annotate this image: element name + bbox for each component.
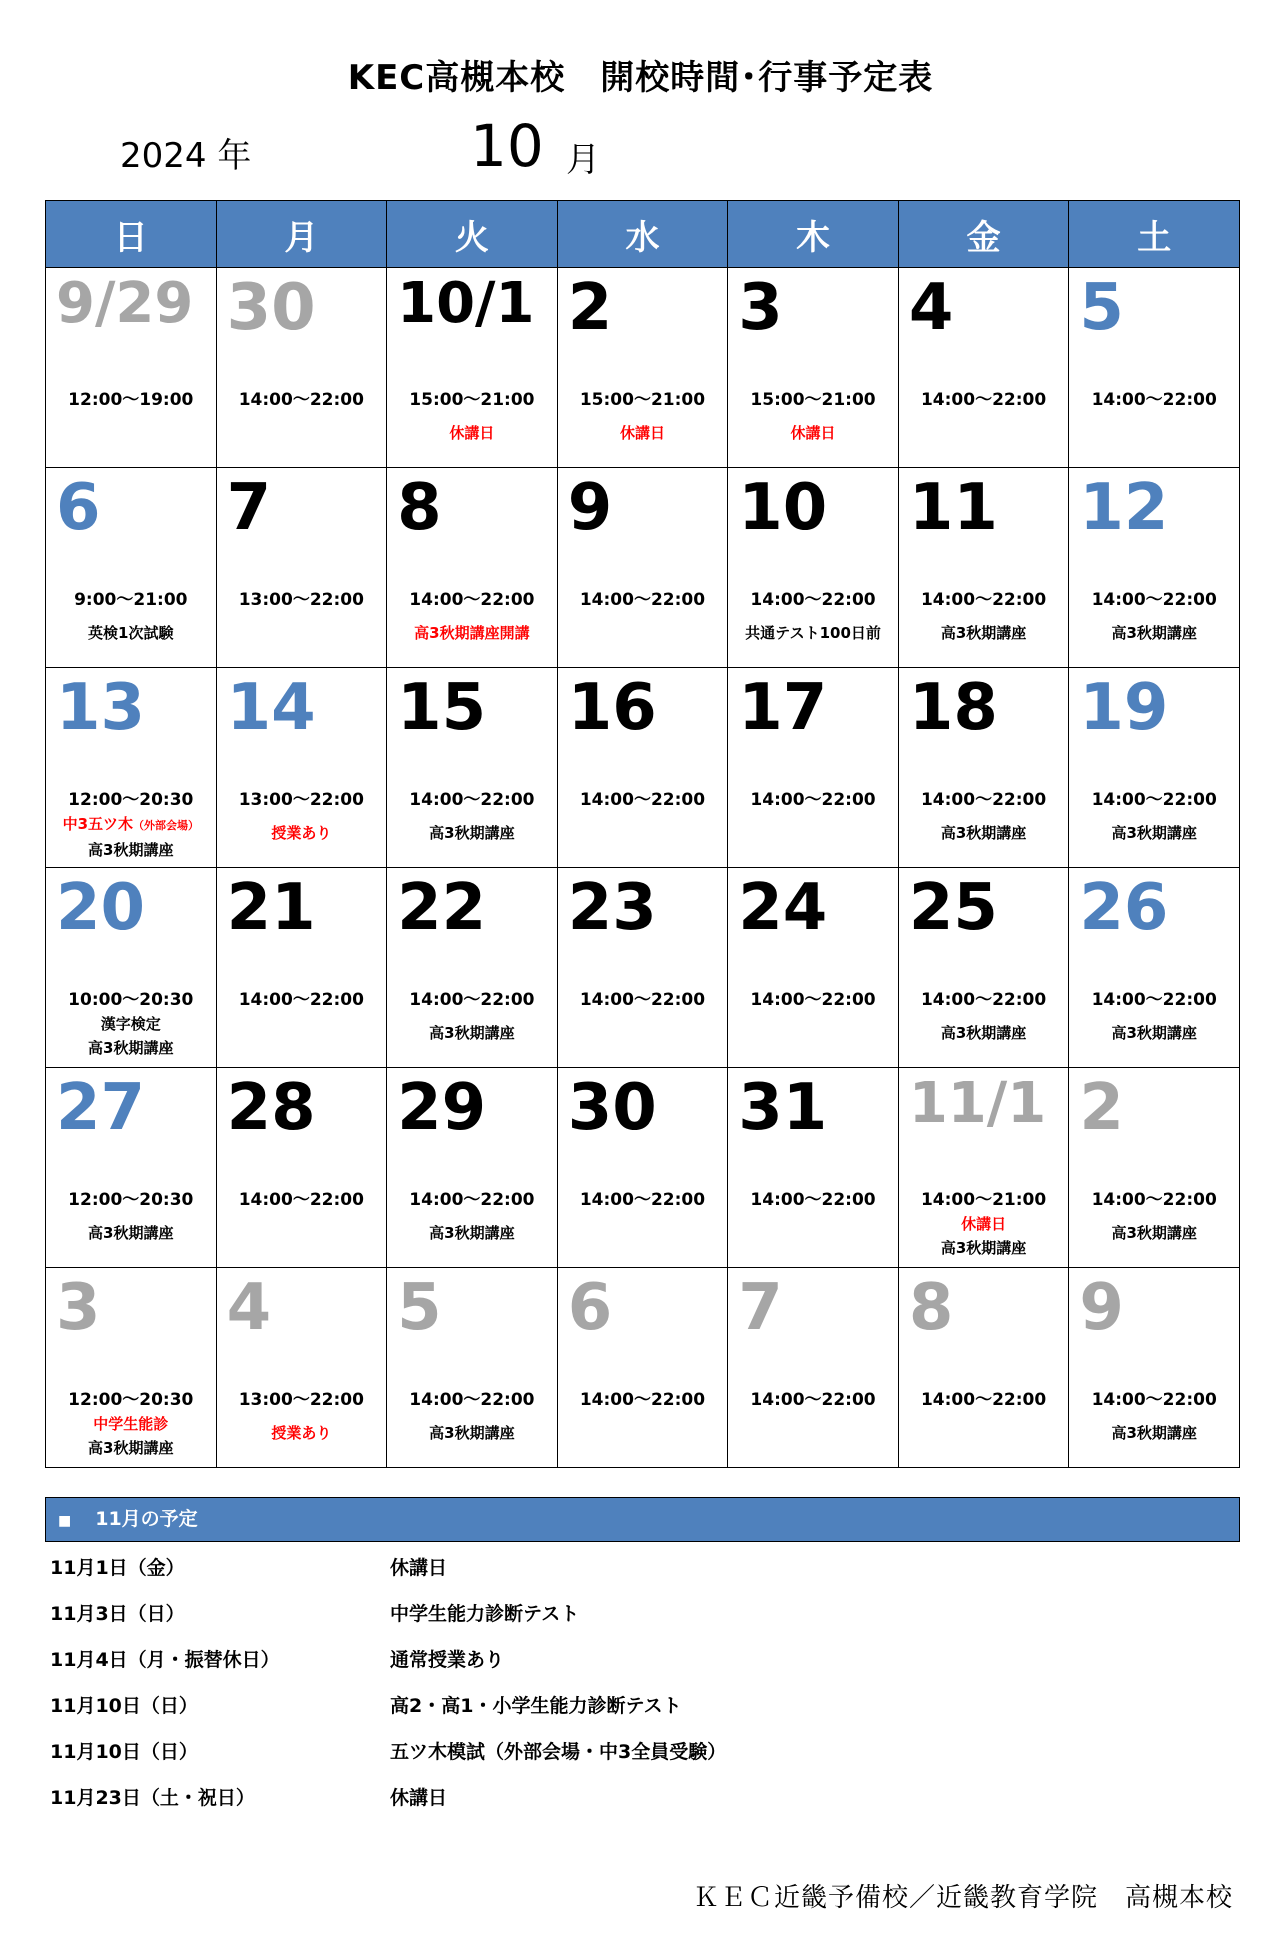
opening-hours: 14:00～22:00: [579, 1190, 706, 1210]
day-cell: [898, 868, 1069, 1068]
cell-notes: [899, 820, 1069, 846]
day-number: 12: [1079, 471, 1169, 545]
day-cell: [898, 268, 1069, 468]
day-number: 20: [56, 871, 146, 945]
week-row: [46, 268, 1240, 468]
event-note: [899, 1212, 1069, 1236]
opening-hours: 14:00～21:00: [920, 1190, 1047, 1210]
opening-hours: 12:00～20:30: [68, 1190, 194, 1210]
opening-hours: 15:00～21:00: [579, 390, 706, 410]
opening-hours: 12:00～19:00: [68, 390, 194, 410]
footer-school-name: ＫＥＣ近畿予備校／近畿教育学院 高槻本校: [692, 1883, 1233, 1913]
opening-hours: 14:00～22:00: [750, 590, 876, 610]
opening-hours: 14:00～22:00: [579, 590, 706, 610]
event-note: [46, 812, 216, 838]
event-note-text: 高3秋期講座: [1111, 624, 1197, 642]
week-row: [46, 868, 1240, 1068]
day-number: 2: [1079, 1071, 1124, 1145]
day-number: 19: [1079, 671, 1169, 745]
cell-notes: [387, 1220, 557, 1246]
day-number: 4: [226, 1271, 272, 1345]
event-note-text: 中3五ツ木: [62, 815, 133, 833]
day-number: 5: [1079, 271, 1124, 345]
november-schedule-title: 11月の予定: [95, 1508, 198, 1530]
day-cell: [898, 468, 1069, 668]
day-number: 30: [567, 1071, 657, 1145]
day-cell: [387, 868, 558, 1068]
day-cell: [387, 1068, 558, 1268]
cell-notes: [728, 620, 898, 646]
opening-hours: 14:00～22:00: [238, 390, 364, 410]
day-number: 21: [226, 871, 316, 945]
schedule-event: 休講日: [390, 1787, 448, 1809]
schedule-row: [50, 1691, 1240, 1737]
schedule-row: [50, 1599, 1240, 1645]
week-row: [46, 1068, 1240, 1268]
cell-notes: [558, 420, 728, 446]
cell-notes: [387, 420, 557, 446]
event-note-text: 高3秋期講座: [1111, 1424, 1197, 1442]
schedule-event: 中学生能力診断テスト: [390, 1603, 580, 1625]
cell-notes: [387, 620, 557, 646]
day-cell: [1069, 1068, 1240, 1268]
day-number: 7: [226, 471, 272, 545]
opening-hours: 14:00～22:00: [579, 1390, 706, 1410]
event-note: [387, 1220, 557, 1246]
day-cell: [557, 1268, 728, 1468]
day-cell: [557, 1068, 728, 1268]
day-cell: [46, 868, 217, 1068]
opening-hours: 12:00～20:30: [68, 790, 194, 810]
event-note-text: 中学生能診: [93, 1415, 169, 1433]
day-cell: [387, 668, 558, 868]
day-cell: [728, 868, 899, 1068]
square-bullet-icon: ■: [58, 1513, 72, 1529]
event-note: [387, 1420, 557, 1446]
day-cell: [728, 668, 899, 868]
weekday-sat: 土: [1069, 201, 1240, 268]
event-note-subtext: （外部会場）: [133, 819, 199, 832]
day-cell: [898, 668, 1069, 868]
weekday-header-row: [46, 201, 1240, 268]
event-note-text: 高3秋期講座: [1111, 1024, 1197, 1042]
day-number: 9/29: [56, 271, 194, 336]
opening-hours: 14:00～22:00: [750, 1390, 876, 1410]
schedule-event: 休講日: [390, 1557, 448, 1579]
day-cell: [898, 1068, 1069, 1268]
event-note-text: 高3秋期講座: [940, 1024, 1027, 1042]
event-note: [46, 1436, 216, 1460]
day-cell: [216, 268, 387, 468]
opening-hours: 14:00～22:00: [920, 590, 1047, 610]
cell-notes: [46, 812, 216, 862]
day-number: 9: [1079, 1271, 1124, 1345]
opening-hours: 14:00～22:00: [920, 390, 1047, 410]
event-note-text: 休講日: [619, 424, 665, 442]
event-note: [217, 820, 387, 846]
event-note-text: 休講日: [961, 1215, 1007, 1233]
day-cell: [898, 1268, 1069, 1468]
day-cell: [728, 268, 899, 468]
event-note: [1069, 620, 1239, 646]
day-cell: [557, 268, 728, 468]
event-note-text: 高3秋期講座: [1111, 1224, 1197, 1242]
opening-hours: 14:00～22:00: [409, 790, 535, 810]
opening-hours: 14:00～22:00: [238, 990, 364, 1010]
schedule-date: 11月23日（土・祝日）: [50, 1787, 255, 1809]
day-number: 7: [738, 1271, 783, 1345]
cell-notes: [217, 820, 387, 846]
cell-notes: [46, 620, 216, 646]
event-note: [1069, 820, 1239, 846]
day-number: 3: [56, 1271, 101, 1345]
opening-hours: 14:00～22:00: [1091, 790, 1217, 810]
day-cell: [1069, 668, 1240, 868]
day-cell: [387, 468, 558, 668]
calendar-body: [46, 268, 1240, 1468]
event-note: [46, 620, 216, 646]
day-number: 29: [397, 1071, 487, 1145]
opening-hours: 15:00～21:00: [409, 390, 535, 410]
weekday-wed: 水: [557, 201, 728, 268]
day-number: 10: [738, 471, 828, 545]
opening-hours: 14:00～22:00: [1091, 1190, 1217, 1210]
week-row: [46, 1268, 1240, 1468]
month-suffix: 月: [566, 140, 600, 180]
day-cell: [1069, 1268, 1240, 1468]
event-note: [1069, 1220, 1239, 1246]
opening-hours: 14:00～22:00: [409, 1190, 535, 1210]
day-cell: [46, 468, 217, 668]
day-number: 13: [56, 671, 146, 745]
day-cell: [216, 468, 387, 668]
opening-hours: 15:00～21:00: [750, 390, 876, 410]
opening-hours: 14:00～22:00: [579, 790, 706, 810]
day-number: 24: [738, 871, 828, 945]
schedule-date: 11月10日（日）: [50, 1695, 198, 1717]
opening-hours: 13:00～22:00: [238, 1390, 364, 1410]
event-note: [387, 620, 557, 646]
schedule-date: 11月1日（金）: [50, 1557, 185, 1579]
opening-hours: 14:00～22:00: [1091, 990, 1217, 1010]
day-cell: [557, 468, 728, 668]
day-cell: [216, 1068, 387, 1268]
cell-notes: [387, 1420, 557, 1446]
cell-notes: [1069, 1220, 1239, 1246]
week-row: [46, 668, 1240, 868]
day-number: 2: [567, 271, 613, 345]
event-note: [899, 620, 1069, 646]
day-cell: [1069, 268, 1240, 468]
event-note-text: 高3秋期講座: [1111, 824, 1197, 842]
day-cell: [46, 1268, 217, 1468]
opening-hours: 14:00～22:00: [409, 990, 535, 1010]
weekday-sun: 日: [46, 201, 217, 268]
event-note: [728, 620, 898, 646]
event-note-text: 高3秋期講座: [940, 1239, 1027, 1257]
calendar-table: [45, 200, 1240, 1468]
weekday-thu: 木: [728, 201, 899, 268]
event-note: [387, 420, 557, 446]
schedule-event: 五ツ木模試（外部会場・中3全員受験）: [390, 1741, 727, 1763]
event-note: [558, 420, 728, 446]
day-number: 25: [908, 871, 998, 945]
event-note: [899, 820, 1069, 846]
day-cell: [216, 668, 387, 868]
day-number: 5: [397, 1271, 442, 1345]
day-cell: [46, 268, 217, 468]
event-note-text: 休講日: [449, 424, 495, 442]
opening-hours: 14:00～22:00: [409, 590, 535, 610]
day-cell: [557, 668, 728, 868]
day-number: 11/1: [908, 1071, 1047, 1136]
cell-notes: [387, 820, 557, 846]
event-note-text: 共通テスト100日前: [745, 624, 881, 642]
day-cell: [728, 468, 899, 668]
schedule-event: 通常授業あり: [390, 1649, 505, 1671]
november-schedule-list: [50, 1553, 1240, 1829]
cell-notes: [1069, 620, 1239, 646]
day-number: 8: [397, 471, 442, 545]
schedule-date: 11月3日（日）: [50, 1603, 185, 1625]
event-note: [1069, 1020, 1239, 1046]
cell-notes: [46, 1220, 216, 1246]
event-note-text: 高3秋期講座: [88, 1224, 174, 1242]
page-title: KEC高槻本校 開校時間･行事予定表: [347, 58, 934, 98]
opening-hours: 14:00～22:00: [1091, 1390, 1217, 1410]
opening-hours: 10:00～20:30: [68, 990, 194, 1010]
event-note-text: 高3秋期講座: [429, 1424, 515, 1442]
event-note: [46, 1412, 216, 1436]
opening-hours: 14:00～22:00: [409, 1390, 535, 1410]
event-note-text: 高3秋期講座: [88, 1439, 174, 1457]
event-note: [728, 420, 898, 446]
event-note-text: 授業あり: [271, 824, 332, 842]
event-note: [217, 1420, 387, 1446]
opening-hours: 13:00～22:00: [238, 590, 364, 610]
opening-hours: 14:00～22:00: [750, 1190, 876, 1210]
event-note: [46, 1220, 216, 1246]
event-note: [387, 820, 557, 846]
event-note-text: 高3秋期講座: [88, 1039, 174, 1057]
day-number: 4: [908, 271, 954, 345]
opening-hours: 14:00～22:00: [1091, 390, 1217, 410]
cell-notes: [1069, 820, 1239, 846]
event-note-text: 英検1次試験: [88, 624, 174, 642]
day-number: 6: [56, 471, 101, 545]
day-cell: [216, 868, 387, 1068]
day-number: 23: [567, 871, 657, 945]
day-number: 27: [56, 1071, 146, 1145]
weekday-tue: 火: [387, 201, 558, 268]
day-cell: [387, 268, 558, 468]
opening-hours: 14:00～22:00: [579, 990, 706, 1010]
cell-notes: [899, 620, 1069, 646]
day-number: 31: [738, 1071, 828, 1145]
day-number: 28: [226, 1071, 316, 1145]
day-cell: [557, 868, 728, 1068]
cell-notes: [46, 1412, 216, 1460]
november-schedule-header: [45, 1497, 1240, 1542]
schedule-row: [50, 1737, 1240, 1783]
day-number: 3: [738, 271, 783, 345]
event-note: [46, 1012, 216, 1036]
day-cell: [216, 1268, 387, 1468]
day-cell: [1069, 468, 1240, 668]
cell-notes: [1069, 1420, 1239, 1446]
event-note-text: 高3秋期講座開講: [414, 624, 530, 642]
day-number: 6: [567, 1271, 613, 1345]
day-cell: [46, 1068, 217, 1268]
event-note-text: 高3秋期講座: [940, 824, 1027, 842]
day-number: 30: [226, 271, 316, 345]
event-note-text: 高3秋期講座: [940, 624, 1027, 642]
event-note-text: 高3秋期講座: [429, 824, 515, 842]
day-cell: [1069, 868, 1240, 1068]
event-note-text: 漢字検定: [100, 1015, 161, 1033]
event-note-text: 高3秋期講座: [429, 1024, 515, 1042]
opening-hours: 14:00～22:00: [920, 1390, 1047, 1410]
day-number: 14: [226, 671, 316, 745]
day-number: 16: [567, 671, 657, 745]
opening-hours: 14:00～22:00: [920, 990, 1047, 1010]
opening-hours: 14:00～22:00: [750, 990, 876, 1010]
schedule-row: [50, 1783, 1240, 1829]
schedule-row: [50, 1553, 1240, 1599]
day-cell: [728, 1268, 899, 1468]
event-note-text: 休講日: [790, 424, 836, 442]
month-number: 10: [470, 112, 544, 180]
opening-hours: 14:00～22:00: [238, 1190, 364, 1210]
event-note: [46, 1036, 216, 1060]
day-cell: [46, 668, 217, 868]
day-number: 17: [738, 671, 828, 745]
day-number: 11: [908, 471, 998, 545]
day-number: 9: [567, 471, 613, 545]
event-note: [1069, 1420, 1239, 1446]
schedule-row: [50, 1645, 1240, 1691]
event-note: [899, 1236, 1069, 1260]
cell-notes: [899, 1212, 1069, 1260]
event-note-text: 高3秋期講座: [88, 841, 174, 859]
weekday-mon: 月: [216, 201, 387, 268]
day-number: 10/1: [397, 271, 535, 336]
schedule-date: 11月4日（月・振替休日）: [50, 1649, 280, 1671]
event-note: [46, 838, 216, 862]
opening-hours: 12:00～20:30: [68, 1390, 194, 1410]
weekday-fri: 金: [898, 201, 1069, 268]
opening-hours: 9:00～21:00: [74, 590, 188, 610]
schedule-date: 11月10日（日）: [50, 1741, 198, 1763]
day-number: 15: [397, 671, 487, 745]
cell-notes: [899, 1020, 1069, 1046]
cell-notes: [217, 1420, 387, 1446]
opening-hours: 14:00～22:00: [1091, 590, 1217, 610]
event-note-text: 授業あり: [271, 1424, 332, 1442]
event-note-text: 高3秋期講座: [429, 1224, 515, 1242]
cell-notes: [46, 1012, 216, 1060]
opening-hours: 13:00～22:00: [238, 790, 364, 810]
day-number: 26: [1079, 871, 1169, 945]
cell-notes: [728, 420, 898, 446]
day-number: 18: [908, 671, 998, 745]
week-row: [46, 468, 1240, 668]
day-cell: [387, 1268, 558, 1468]
day-number: 8: [908, 1271, 954, 1345]
opening-hours: 14:00～22:00: [920, 790, 1047, 810]
opening-hours: 14:00～22:00: [750, 790, 876, 810]
cell-notes: [387, 1020, 557, 1046]
cell-notes: [1069, 1020, 1239, 1046]
day-number: 22: [397, 871, 487, 945]
event-note: [387, 1020, 557, 1046]
year-label: 2024 年: [120, 136, 252, 176]
schedule-event: 高2・高1・小学生能力診断テスト: [390, 1695, 682, 1717]
event-note: [899, 1020, 1069, 1046]
day-cell: [728, 1068, 899, 1268]
